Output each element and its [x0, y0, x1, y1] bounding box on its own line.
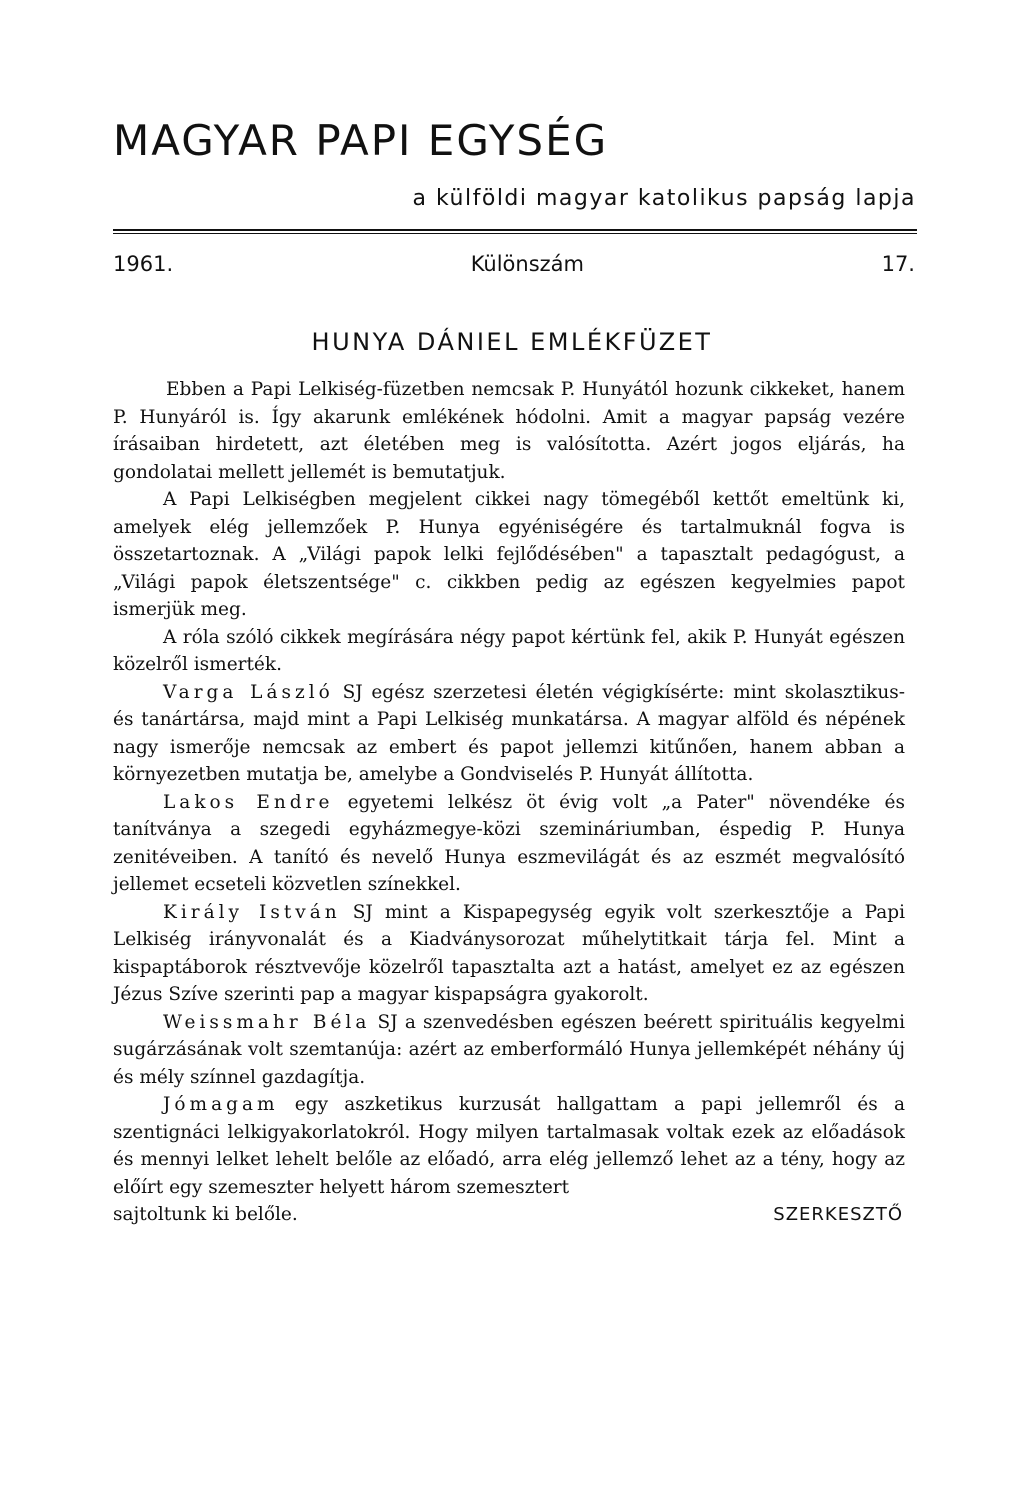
- masthead-title: MAGYAR PAPI EGYSÉG: [113, 116, 609, 165]
- issue-number: 17.: [881, 252, 915, 276]
- contributor-name: Varga László: [163, 681, 334, 703]
- paragraph-contributors-intro: A róla szóló cikkek megírására négy papot kértünk fel, akik P. Hunyát egészen közelről ismerték.: [113, 626, 905, 675]
- paragraph-contributor-weissmahr: [113, 1009, 905, 1092]
- issue-label: Különszám: [470, 252, 585, 276]
- paragraph-closing: [113, 1091, 905, 1201]
- closing-text: egy aszketikus kurzusát hallgattam a papi jellemről és a szentignáci lelkigyakorlatokról. Hogy milyen tartalmasak voltak ezek az előadások és mennyi lelket lehelt belőle az előadó, arra elég jellemző lehet az a tény, hogy az előírt egy szemeszter helyett három szemesztert: [113, 1094, 905, 1198]
- article-body: [113, 376, 905, 1229]
- issue-line: [113, 254, 915, 275]
- contributor-text: SJ egész szerzetesi életén végigkísérte: mint skolasztikus- és tanártársa, majd mint a Papi Lelkiség munkatársa. A magyar alföld és népének nagy ismerője nemcsak az embert és papot jellemzi kitűnően, hanem abban a környezetben mutatja be, amelybe a Gondviselés P. Hunyát állította.: [113, 681, 905, 785]
- contributor-name: Weissmahr Béla: [163, 1011, 371, 1033]
- contributor-text: SJ mint a Kispapegység egyik volt szerkesztője a Papi Lelkiség irányvonalát és a Kiadványsorozat műhelytitkait tárja fel. Mint a kispaptáborok résztvevője közelről tapasztalta azt a hatást, amelyet ez az egészen Jézus Szíve szerinti pap a magyar kispapságra gyakorolt.: [113, 901, 905, 1005]
- issue-year: 1961.: [113, 252, 174, 276]
- contributor-text: egyetemi lelkész öt évig volt „a Pater" növendéke és tanítványa a szegedi egyházmegye-közi szemináriumban, éspedig P. Hunya zenitéveiben. A tanító és nevelő Hunya eszmevilágát és az eszmét megvalósító jellemet ecseteli közvetlen színekkel.: [113, 791, 905, 895]
- closing-last-line: sajtoltunk ki belőle.: [113, 1204, 298, 1225]
- contributor-name: Király István: [163, 901, 341, 923]
- paragraph-contributor-varga: [113, 679, 905, 789]
- paragraph-selected-articles: A Papi Lelkiségben megjelent cikkei nagy tömegéből kettőt emeltünk ki, amelyek elég jellemzőek P. Hunya egyéniségére és tartalmuknál fogva is összetartoznak. A „Világi papok lelki fejlődésében" a tapasztalt pedagógust, a „Világi papok életszentsége" c. cikkben pedig az egészen kegyelmies papot ismerjük meg.: [113, 489, 905, 620]
- masthead-subtitle: a külföldi magyar katolikus papság lapja: [412, 186, 916, 211]
- paragraph-intro: Ebben a Papi Lelkiség-füzetben nemcsak P. Hunyától hozunk cikkeket, hanem P. Hunyáról is. Így akarunk emlékének hódolni. Amit a magyar papság vezére írásaiban hirdetett, azt életében meg is valósította. Azért jogos eljárás, ha gondolatai mellett jellemét is bemutatjuk.: [113, 379, 905, 483]
- paragraph-contributor-kiraly: [113, 899, 905, 1009]
- closing-signature-row: [113, 1201, 905, 1229]
- contributor-text: SJ a szenvedésben egészen beérett spirituális kegyelmi sugárzásának volt szemtanúja: azért az emberformáló Hunya jellemképét néhány új és mély színnel gazdagítja.: [113, 1011, 906, 1088]
- closing-lead: Jómagam: [163, 1094, 279, 1115]
- masthead-divider: [113, 229, 917, 234]
- editor-signature: SZERKESZTŐ: [773, 1204, 903, 1225]
- contributor-name: Lakos Endre: [163, 791, 334, 813]
- paragraph-contributor-lakos: [113, 789, 905, 899]
- article-title: HUNYA DÁNIEL EMLÉKFÜZET: [311, 328, 713, 356]
